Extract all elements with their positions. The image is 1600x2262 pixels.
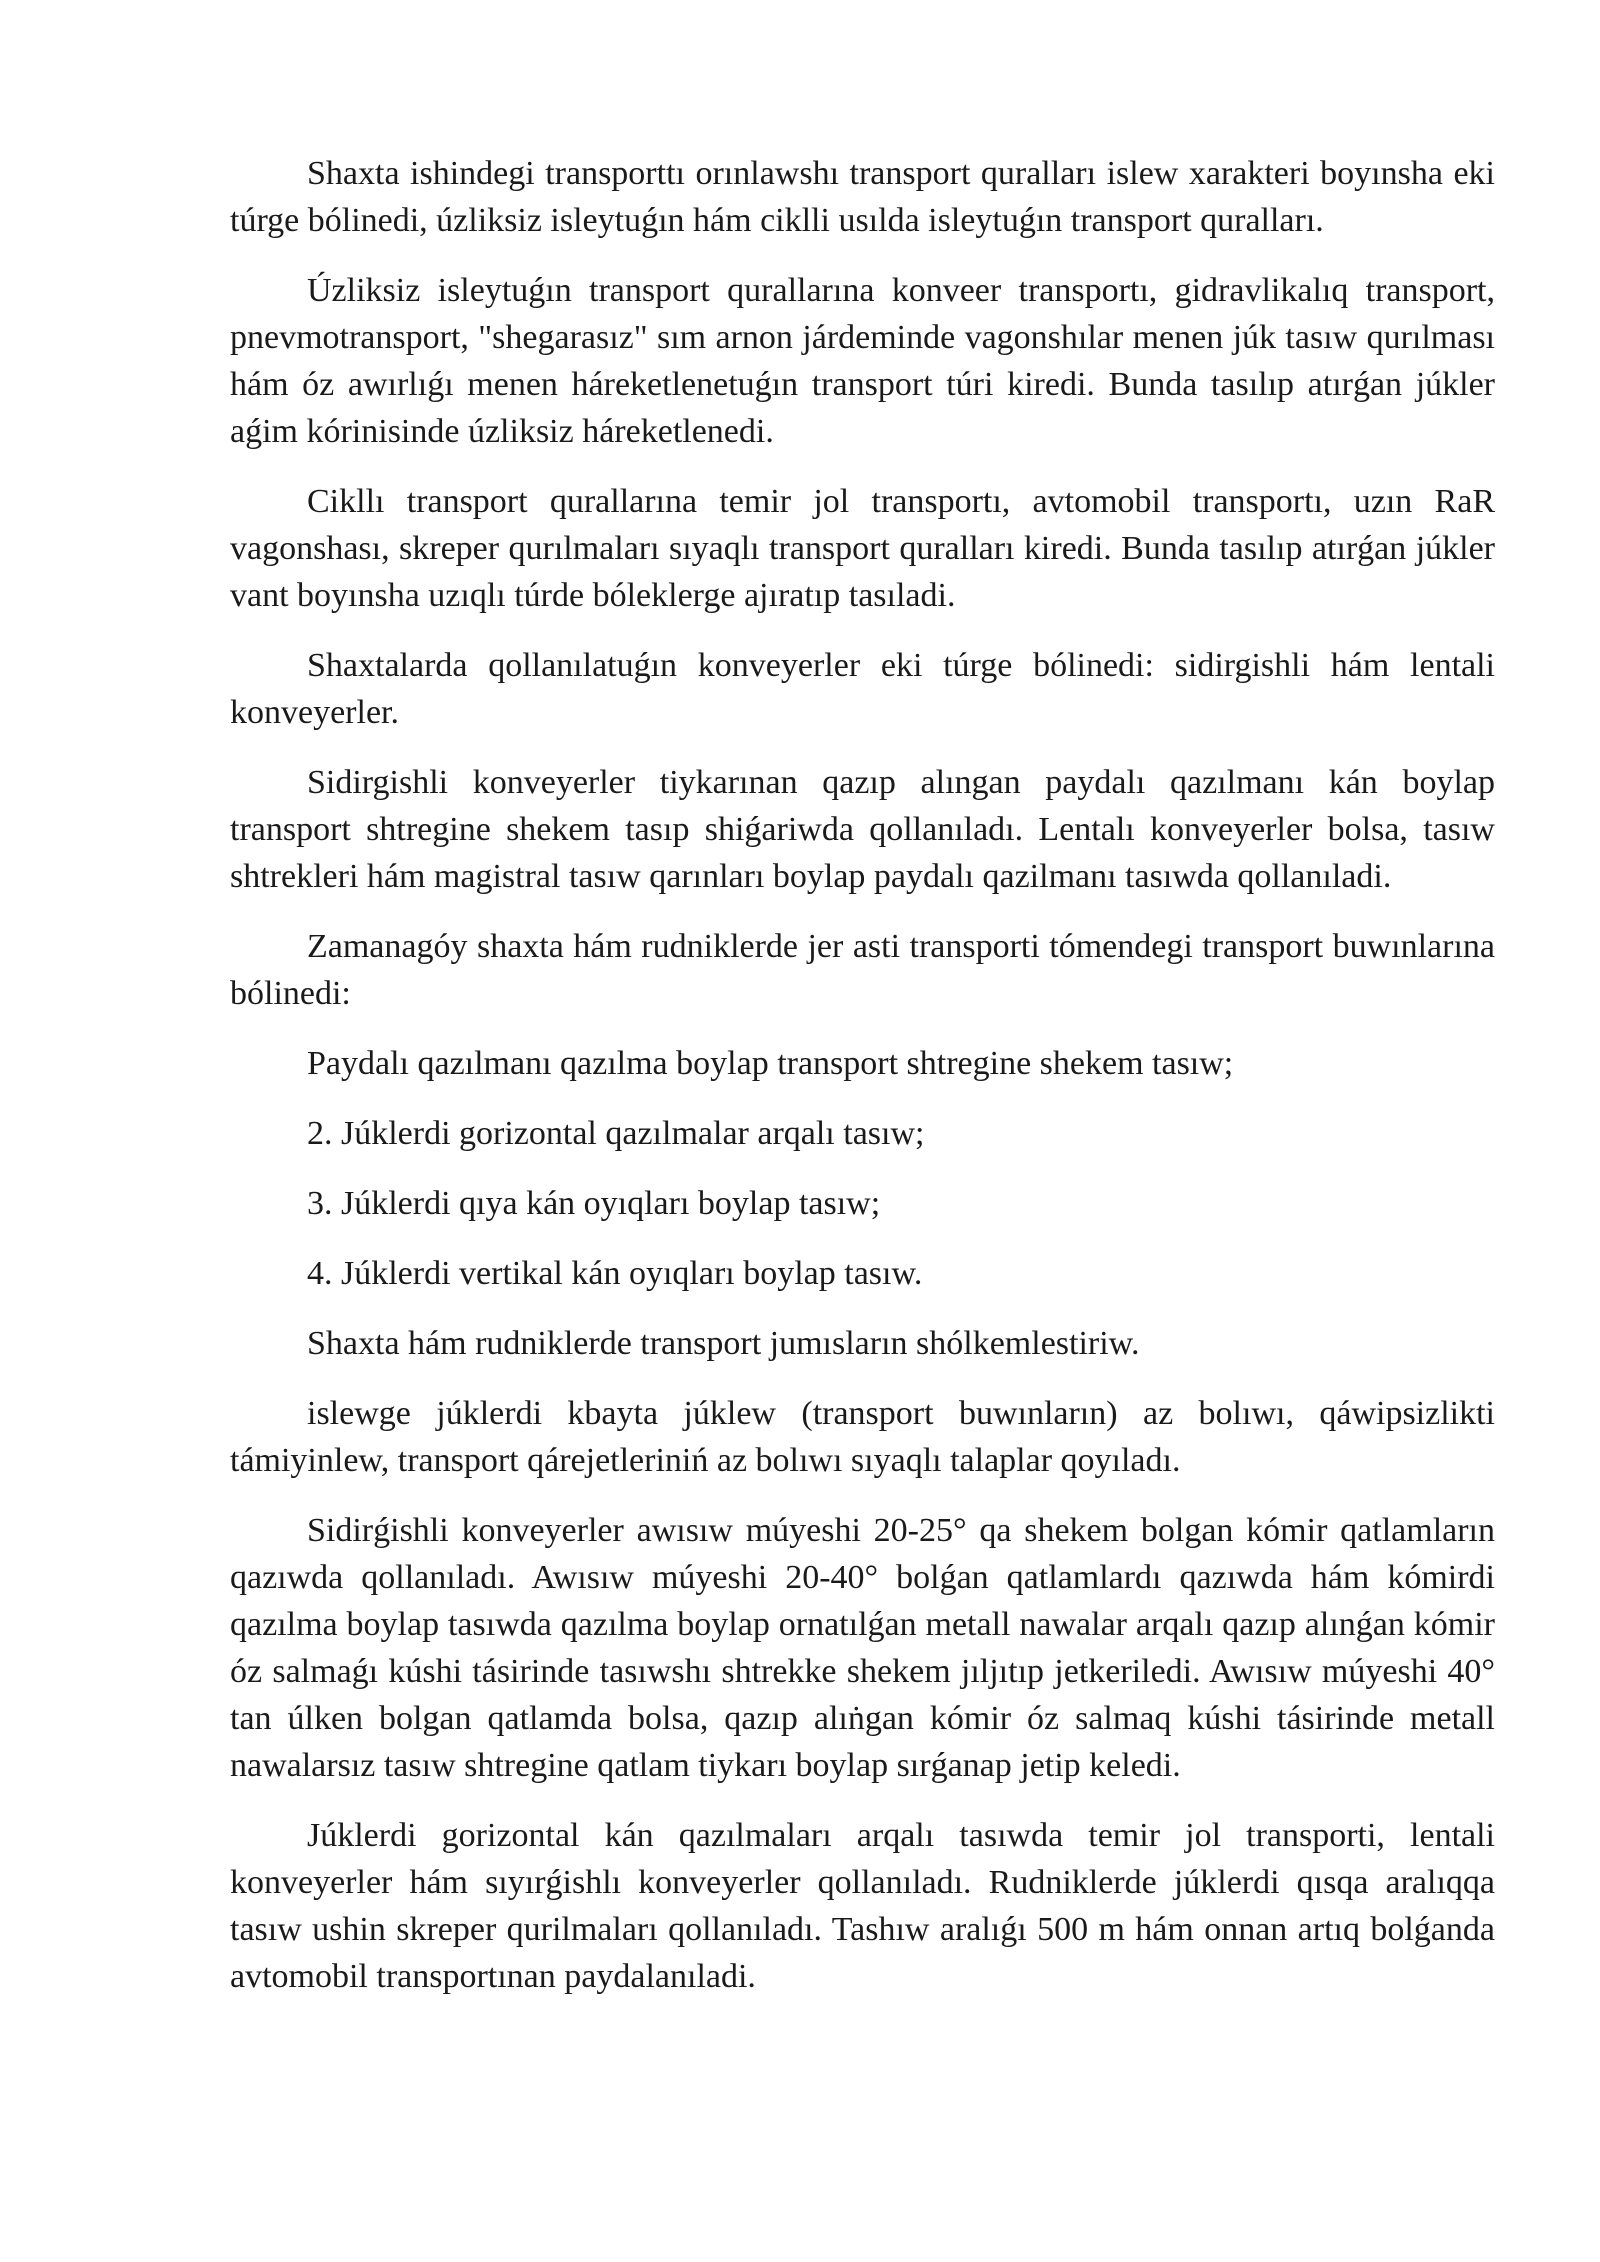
list-item: Paydalı qazılmanı qazılma boylap transport shtregine shekem tasıw; (307, 1045, 1234, 1082)
paragraph-inclination-angles: Sidirǵishli konveyerler awısıw múyeshi 20-25° qa shekem bolgan kómir qatlamların qazıwda qollanıladı. Awısıw múyeshi 20-40° bolǵan qatlamlardı qazıwda hám kómirdi qazılma boylap tasıwda qazılma boylap ornatılǵan metall nawalar arqalı qazıp alınǵan kómir óz salmaǵı kúshi tásirinde tasıwshı shtrekke shekem jıljıtıp jetkeriledi. Awısıw múyeshi 40° tan úlken bolgan qatlamda bolsa, qazıp alıṅgan kómir óz salmaq kúshi tásirinde metall nawalarsız tasıw shtregine qatlam tiykarı boylap sırǵanap jetip keledi. (230, 1512, 1495, 1784)
paragraph-horizontal-transport: Júklerdi gorizontal kán qazılmaları arqalı tasıwda temir jol transporti, lentali konveyerler hám sıyırǵishlı konveyerler qollanıladı. Rudniklerde júklerdi qısqa aralıqqa tasıw ushin skreper qurilmaları qollanıladı. Tashıw aralıǵı 500 m hám onnan artıq bolǵanda avtomobil transportınan paydalanıladi. (230, 1817, 1495, 1995)
paragraph-conveyor-types: Shaxtalarda qollanılatuǵın konveyerler eki túrge bólinedi: sidirgishli hám lentali konveyerler. (230, 647, 1495, 731)
paragraph-continuous-transport: Úzliksiz isleytuǵın transport qurallarına konveer transportı, gidravlikalıq transport, pnevmotransport, "shegarasız" sım arnon járdeminde vagonshılar menen júk tasıw qurılması hám óz awırlıǵı menen háreketlenetuǵın transport túri kiredi. Bunda tasılıp atırǵan júkler aǵim kórinisinde úzliksiz háreketlenedi. (230, 272, 1495, 450)
list-item: 2. Júklerdi gorizontal qazılmalar arqalı tasıw; (307, 1115, 925, 1152)
paragraph-transport-classification: Shaxta ishindegi transporttı orınlawshı transport quralları islew xarakteri boyınsha eki túrge bólinedi, úzliksiz isleytuǵın hám ciklli usılda isleytuǵın transport quralları. (230, 155, 1495, 239)
list-item: 4. Júklerdi vertikal kán oyıqları boylap tasıw. (307, 1255, 923, 1292)
paragraph-cyclic-transport: Cikllı transport qurallarına temir jol transportı, avtomobil transportı, uzın RaR vagonshası, skreper qurılmaları sıyaqlı transport quralları kiredi. Bunda tasılıp atırǵan júkler vant boyınsha uzıqlı túrde bóleklerge ajıratıp tasıladi. (230, 483, 1495, 614)
paragraph-requirements: islewge júklerdi kbayta júklew (transport buwınların) az bolıwı, qáwipsizlikti támiyinlew, transport qárejetleriniń az bolıwı sıyaqlı talaplar qoyıladı. (230, 1395, 1495, 1479)
paragraph-transport-links: Zamanagóy shaxta hám rudniklerde jer asti transporti tómendegi transport buwınlarına bólinedi: (230, 928, 1495, 1012)
list-item: Shaxta hám rudniklerde transport jumısların shólkemlestiriw. (307, 1325, 1140, 1362)
list-item: 3. Júklerdi qıya kán oyıqları boylap tasıw; (307, 1185, 881, 1222)
paragraph-scraper-conveyors: Sidirgishli konveyerler tiykarınan qazıp alıngan paydalı qazılmanı kán boylap transport shtregine shekem tasıp shiǵariwda qollanıladı. Lentalı konveyerler bolsa, tasıw shtrekleri hám magistral tasıw qarınları boylap paydalı qazilmanı tasıwda qollanıladi. (230, 764, 1495, 895)
document-page (230, 150, 1495, 2023)
